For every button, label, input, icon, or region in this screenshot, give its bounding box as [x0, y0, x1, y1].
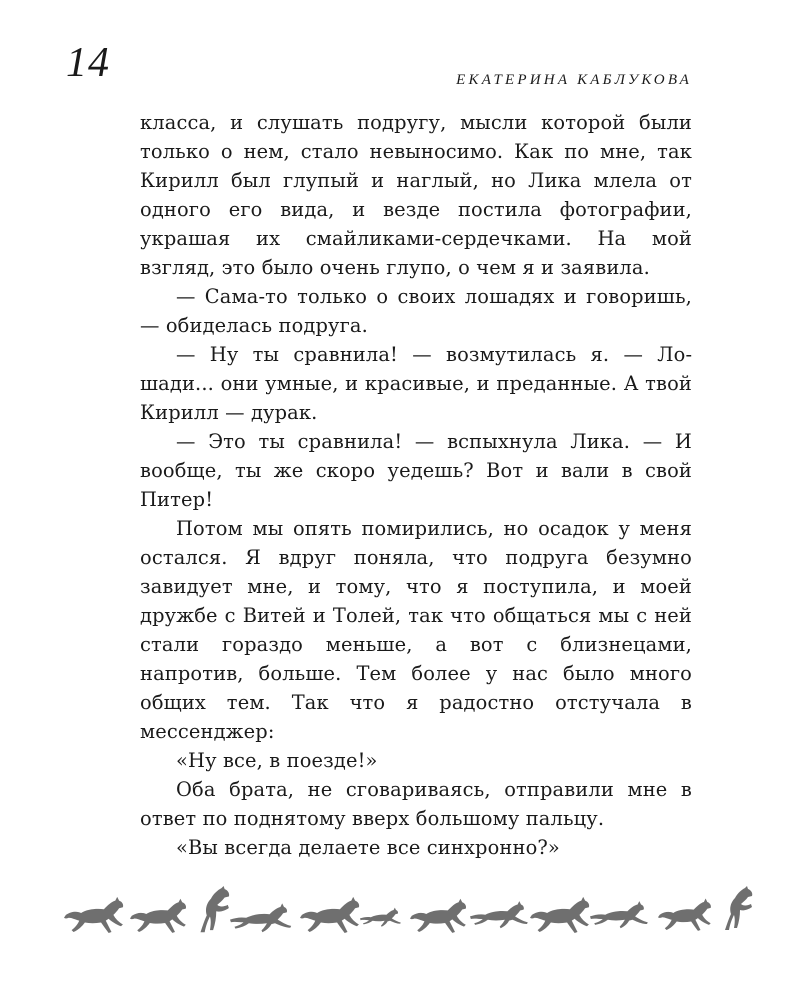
body-text	[140, 108, 692, 862]
paragraph: — Это ты сравнила! — вспыхнула Лика. — И вообще, ты же скоро уедешь? Вот и вали в свой Питер!	[140, 430, 692, 511]
page-number: 14	[66, 40, 110, 86]
paragraph: — Сама-то только о своих лошадях и говоришь, — обиделась подруга.	[140, 285, 692, 337]
galloping-horses-icon	[60, 882, 760, 938]
running-head: ЕКАТЕРИНА КАБЛУКОВА	[456, 72, 692, 88]
paragraph: класса, и слушать подругу, мысли которой были только о нем, стало невыносимо. Как по мне, так Кирилл был глупый и наглый, но Лика млела от одного его вида, и везде постила фотографии, украшая их смайликами-сердечками. На мой взгляд, это было очень глупо, о чем я и заявила.	[140, 111, 692, 279]
paragraph: «Ну все, в поезде!»	[176, 749, 378, 772]
paragraph: — Ну ты сравнила! — возмутилась я. — Лошади... они умные, и красивые, и преданные. А твой Кирилл — дурак.	[140, 343, 692, 424]
paragraph: Потом мы опять помирились, но осадок у меня остался. Я вдруг поняла, что подруга безумно завидует мне, и тому, что я поступила, и моей дружбе с Витей и Толей, так что общаться мы с ней стали гораздо меньше, а вот с близнецами, напротив, больше. Тем более у нас было много общих тем. Так что я радостно отстучала в мессенджер:	[140, 517, 692, 743]
paragraph: «Вы всегда делаете все синхронно?»	[176, 836, 560, 859]
paragraph: Оба брата, не сговариваясь, отправили мне в ответ по поднятому вверх большому пальцу.	[140, 778, 692, 830]
